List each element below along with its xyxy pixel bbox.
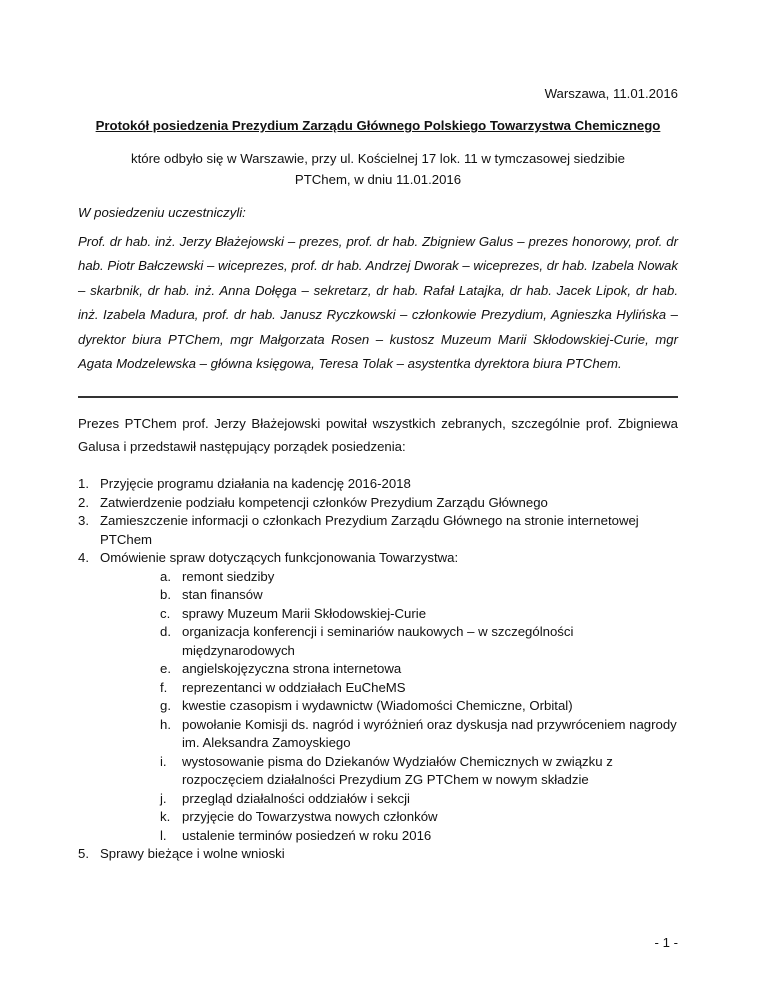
agenda-subitem-text: remont siedziby xyxy=(182,568,275,584)
document-title: Protokół posiedzenia Prezydium Zarządu Głównego Polskiego Towarzystwa Chemicznego xyxy=(95,118,661,133)
agenda-subitem xyxy=(160,827,678,846)
attendance-heading: W posiedzeniu uczestniczyli: xyxy=(78,205,246,220)
agenda-item-number: 4. xyxy=(78,550,89,565)
agenda-item-text: Zatwierdzenie podziału kompetencji członków Prezydium Zarządu Głównego xyxy=(100,494,548,510)
attendance-list: Prof. dr hab. inż. Jerzy Błażejowski – prezes, prof. dr hab. Zbigniew Galus – prezes honorowy, prof. dr hab. Piotr Bałczewski – wiceprezes, prof. dr hab. Andrzej Dworak – wiceprezes, dr hab. Izabela Nowak – skarbnik, dr hab. inż. Anna Dołęga – sekretarz, dr hab. Rafał Latajka, dr hab. Jacek Lipok, dr hab. inż. Izabela Madura, prof. dr hab. Janusz Ryczkowski – członkowie Prezydium, Agnieszka Hylińska – dyrektor biura PTChem, mgr Małgorzata Rosen – kustosz Muzeum Marii Skłodowskiej-Curie, mgr Agata Modzelewska – główna księgowa, Teresa Tolak – asystentka dyrektora biura PTChem. xyxy=(78,234,678,372)
agenda-subitem-text: sprawy Muzeum Marii Skłodowskiej-Curie xyxy=(182,605,427,621)
agenda-subitem-letter: h. xyxy=(160,716,171,732)
agenda-subitem xyxy=(160,716,678,753)
agenda-item xyxy=(78,475,678,494)
intro-paragraph: Prezes PTChem prof. Jerzy Błażejowski powitał wszystkich zebranych, szczególnie prof. Zbigniewa Galusa i przedstawił następujący porządek posiedzenia: xyxy=(78,416,678,454)
agenda-item xyxy=(78,845,678,864)
agenda-subitem-text: organizacja konferencji i seminariów naukowych – w szczególności międzynarodowych xyxy=(182,624,574,658)
agenda-item-text: Sprawy bieżące i wolne wnioski xyxy=(100,846,285,861)
agenda-subitem-letter: a. xyxy=(160,568,171,584)
agenda-subitem xyxy=(160,679,678,698)
agenda-subitem-text: przegląd działalności oddziałów i sekcji xyxy=(182,790,410,806)
agenda-item-text: Przyjęcie programu działania na kadencję 2016-2018 xyxy=(100,476,411,491)
agenda-subitem-text: przyjęcie do Towarzystwa nowych członków xyxy=(182,809,438,824)
agenda-item-number: 3. xyxy=(78,513,89,528)
agenda-item-number: 1. xyxy=(78,476,89,491)
agenda-item-text: Zamieszczenie informacji o członkach Prezydium Zarządu Głównego na stronie internetowej PTChem xyxy=(100,513,639,547)
page-number: - 1 - xyxy=(654,935,678,950)
agenda-subitem xyxy=(160,623,678,660)
agenda-subitem-letter: i. xyxy=(160,753,167,769)
agenda-subitem-text: reprezentanci w oddziałach EuCheMS xyxy=(182,679,406,695)
agenda-item xyxy=(78,494,678,513)
agenda-subitem-text: ustalenie terminów posiedzeń w roku 2016 xyxy=(182,827,432,843)
agenda-list xyxy=(78,475,678,864)
agenda-subitem-text: wystosowanie pisma do Dziekanów Wydziałów Chemicznych w związku z rozpoczęciem działalności Prezydium ZG PTChem w nowym składzie xyxy=(182,753,613,787)
agenda-subitem-letter: f. xyxy=(160,679,168,695)
agenda-subitem-text: kwestie czasopism i wydawnictw (Wiadomości Chemiczne, Orbital) xyxy=(182,698,573,713)
subtitle-line-1: które odbyło się w Warszawie, przy ul. Kościelnej 17 lok. 11 w tymczasowej siedzibie xyxy=(131,151,625,166)
document-subtitle xyxy=(78,148,678,190)
date-line: Warszawa, 11.01.2016 xyxy=(544,86,678,101)
agenda-subitem-letter: c. xyxy=(160,605,171,621)
agenda-subitem-letter: e. xyxy=(160,661,171,676)
agenda-item-text: Omówienie spraw dotyczących funkcjonowania Towarzystwa: xyxy=(100,550,459,565)
document-page xyxy=(78,0,678,994)
agenda-subitem xyxy=(160,790,678,809)
agenda-subitem xyxy=(160,753,678,790)
agenda-subitem-text: powołanie Komisji ds. nagród i wyróżnień oraz dyskusja nad przywróceniem nagrody im. Aleksandra Zamoyskiego xyxy=(182,716,677,750)
agenda-item-number: 2. xyxy=(78,494,89,510)
agenda-subitem-text: angielskojęzyczna strona internetowa xyxy=(182,661,402,676)
agenda-subitem-letter: d. xyxy=(160,624,171,639)
agenda-subitem xyxy=(160,586,678,605)
agenda-subitem-letter: j. xyxy=(160,790,167,806)
agenda-subitem-text: stan finansów xyxy=(182,587,263,602)
agenda-subitem xyxy=(160,568,678,587)
agenda-item-number: 5. xyxy=(78,846,89,861)
agenda-subitem xyxy=(160,808,678,827)
agenda-subitem-letter: b. xyxy=(160,587,171,602)
subtitle-line-2: PTChem, w dniu 11.01.2016 xyxy=(294,172,462,187)
agenda-subitem-letter: g. xyxy=(160,698,171,713)
agenda-item xyxy=(78,512,678,549)
separator-rule xyxy=(78,396,678,398)
agenda-item xyxy=(78,549,678,568)
agenda-subitem xyxy=(160,697,678,716)
agenda-subitem-letter: l. xyxy=(160,827,167,843)
agenda-subitem xyxy=(160,660,678,679)
agenda-subitem xyxy=(160,605,678,624)
agenda-subitem-letter: k. xyxy=(160,809,171,824)
